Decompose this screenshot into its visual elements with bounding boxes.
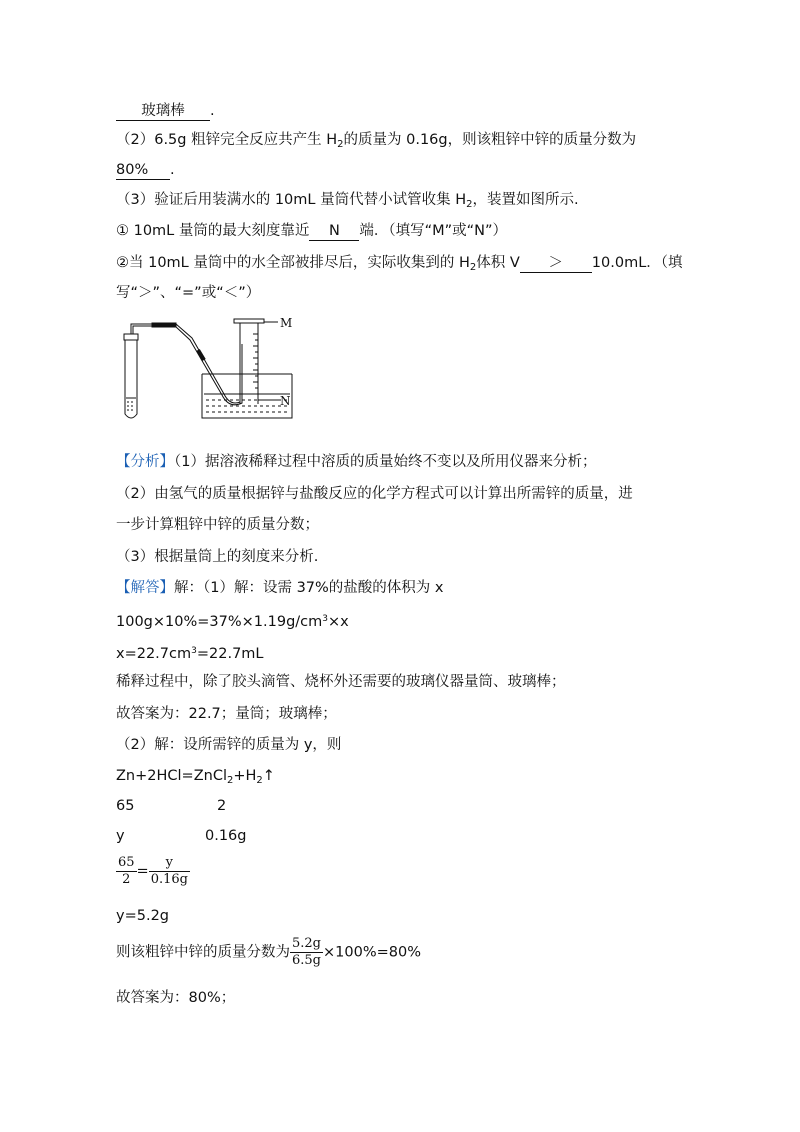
measuring-cylinder — [234, 319, 278, 404]
fraction-5.2g-over-6.5g: $\frac{5.2g}{6.5g}$ — [292, 936, 321, 968]
mass-fraction-line: 则该粗锌中锌的质量分数为 $\frac{5.2g}{6.5g}$ ×100%=80% — [116, 936, 421, 968]
fraction-65-over-2: $\frac{65}{2}$ — [118, 855, 135, 887]
analysis-line-3: 一步计算粗锌中锌的质量分数； — [116, 517, 319, 533]
gas-collection-apparatus — [116, 314, 316, 426]
analysis-line-4: （3）根据量筒上的刻度来分析. — [116, 549, 319, 565]
y-result: y=5.2g — [116, 908, 169, 924]
label-n: N — [280, 394, 291, 408]
solution-line-4: 稀释过程中，除了胶头滴管、烧杯外还需要的玻璃仪器量筒、玻璃棒； — [116, 674, 566, 690]
final-answer: 故答案为：80%； — [116, 990, 236, 1006]
q2-question: （2）6.5g 粗锌完全反应共产生 $H_2$的质量为 0.16g，则该粗锌中锌的质量分数为 — [116, 132, 637, 150]
q3-part2-answer: ＞ — [520, 254, 592, 273]
chemical-equation: $Zn+2HCl=ZnCl_2+H_2↑$ — [116, 768, 275, 786]
ratio-row-1: 65 — [116, 798, 135, 814]
analysis-line-1: 【分析】（1）据溶液稀释过程中溶质的质量始终不变以及所用仪器来分析； — [116, 454, 597, 470]
solution-line-5: 故答案为：22.7；量筒；玻璃棒； — [116, 706, 337, 722]
solution-line-1: 【解答】解：（1）解：设需 37%的盐酸的体积为 x — [116, 580, 444, 596]
q3-part2-cont: 写“＞”、“=”或“＜”） — [116, 285, 261, 301]
proportion: $\frac{65}{2}$ = $\frac{y}{0.16g}$ — [118, 855, 188, 887]
q2-answer: 80% — [116, 161, 170, 180]
analysis-line-2: （2）由氢气的质量根据锌与盐酸反应的化学方程式可以计算出所需锌的质量，进 — [116, 486, 633, 502]
ratio-row-1b: 2 — [217, 798, 227, 814]
water-trough — [202, 374, 292, 418]
test-tube — [124, 334, 138, 418]
q1-answer: 玻璃棒 — [116, 102, 210, 121]
delivery-tube — [131, 323, 242, 405]
ratio-row-2b: 0.16g — [205, 828, 247, 844]
q3-part2: ②当 10mL 量筒中的水全部被排尽后，实际收集到的 $H_2$体积 V ＞ 10.0mL．（填 — [116, 255, 683, 273]
q3-part1: ① 10mL 量筒的最大刻度靠近 N 端．（填写“M”或“N”） — [116, 223, 508, 239]
label-m: M — [280, 316, 293, 330]
solution-line-3: $x=22.7cm^3=22.7mL$ — [116, 646, 264, 662]
q3-part1-answer: N — [309, 222, 359, 241]
q3-intro: （3）验证后用装满水的 10mL 量筒代替小试管收集 $H_2$，装置如图所示. — [116, 192, 579, 210]
fraction-y-over-0.16g: $\frac{y}{0.16g}$ — [150, 855, 188, 887]
solution-line-6: （2）解：设所需锌的质量为 y，则 — [116, 737, 342, 753]
ratio-row-2: y — [116, 828, 125, 844]
analysis-tag: 【分析】 — [116, 454, 174, 470]
q1-answer-line: 玻璃棒 . — [116, 101, 215, 121]
solution-tag: 【解答】 — [116, 580, 174, 596]
solution-line-2: $100g\times 10\%=37\%\times 1.19g/cm^3\times x$ — [116, 614, 349, 630]
q2-answer-line: 80% . — [116, 162, 175, 178]
